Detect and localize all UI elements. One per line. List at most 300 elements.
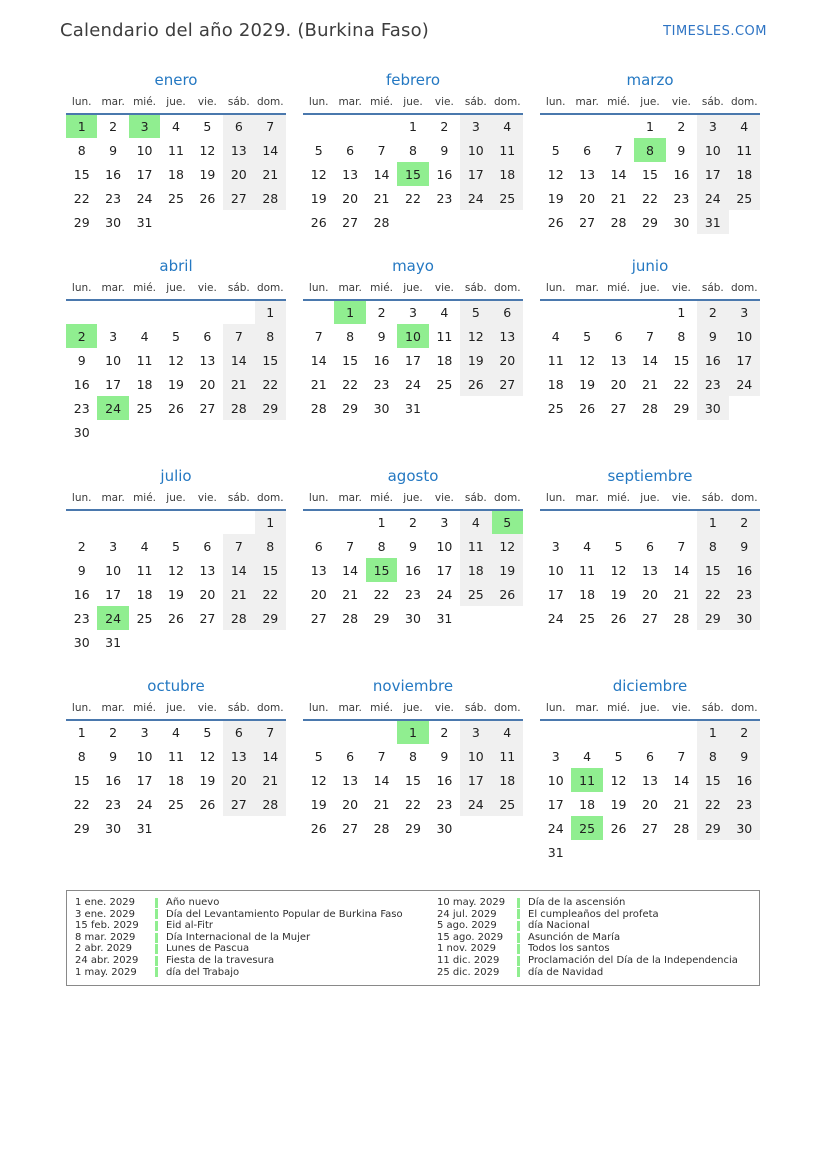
day-cell: 3: [140, 725, 149, 740]
weekday-header: dom.: [256, 282, 284, 294]
empty-cell: [492, 606, 523, 630]
day-cell: 29: [673, 400, 690, 416]
day-cell: 12: [310, 772, 327, 788]
day-cell: 2: [440, 725, 449, 740]
weekday-header: vie.: [671, 702, 691, 714]
weekend-day-cell: 18: [729, 162, 760, 186]
empty-cell: [160, 300, 191, 324]
weekday-header: dom.: [730, 702, 758, 714]
weekend-day-cell: 20: [492, 348, 523, 372]
day-cell: 7: [646, 328, 654, 344]
weekend-day-cell: 8: [255, 534, 286, 558]
empty-cell: [571, 114, 602, 138]
day-cell: 3: [440, 515, 449, 530]
legend-date: 1 nov. 2029: [437, 943, 496, 955]
day-cell: 21: [310, 376, 327, 392]
weekend-day-cell: 22: [255, 372, 286, 396]
weekday-header: mié.: [370, 282, 394, 294]
weekday-header: sáb.: [464, 282, 487, 294]
empty-cell: [492, 210, 523, 234]
weekend-day-cell: 25: [492, 792, 523, 816]
day-cell: 8: [409, 142, 417, 158]
weekend-day-cell: 7: [255, 720, 286, 744]
weekday-header: mar.: [575, 702, 599, 714]
empty-cell: [603, 300, 634, 324]
week-row: [303, 792, 523, 816]
weekday-header: lun.: [308, 96, 329, 108]
day-cell: 22: [73, 190, 90, 206]
legend-date: 1 may. 2029: [75, 966, 137, 978]
day-cell: 5: [551, 142, 560, 158]
weekday-header: jue.: [640, 702, 660, 714]
day-cell: 9: [409, 538, 417, 554]
weekend-day-cell: 7: [223, 534, 254, 558]
weekday-header: vie.: [434, 96, 454, 108]
day-cell: 7: [677, 748, 686, 764]
day-cell: 26: [310, 214, 327, 230]
week-row: [303, 768, 523, 792]
day-cell: 5: [172, 538, 180, 554]
weekend-day-cell: 20: [223, 162, 254, 186]
day-cell: 23: [105, 190, 122, 206]
month-title: marzo: [626, 71, 674, 89]
day-cell: 9: [109, 142, 118, 158]
day-cell: 27: [199, 400, 216, 416]
weekend-day-cell: 10: [697, 138, 728, 162]
day-cell: 16: [105, 166, 122, 182]
empty-cell: [334, 720, 365, 744]
weekend-day-cell: 23: [729, 582, 760, 606]
week-row: [66, 768, 286, 792]
day-cell: 14: [373, 166, 390, 182]
empty-cell: [303, 510, 334, 534]
weekday-header: vie.: [434, 282, 454, 294]
weekday-header: vie.: [434, 702, 454, 714]
weekend-day-cell: 2: [729, 720, 760, 744]
day-cell: 8: [77, 142, 86, 158]
weekend-day-cell: 19: [460, 348, 491, 372]
day-cell: 19: [547, 190, 564, 206]
day-cell: 5: [614, 538, 623, 554]
day-cell: 28: [610, 214, 627, 230]
week-row: [303, 138, 523, 162]
weekend-day-cell: 24: [460, 792, 491, 816]
weekday-header: dom.: [256, 96, 284, 108]
empty-cell: [603, 840, 634, 864]
legend-entry: [429, 943, 759, 955]
day-cell: 8: [409, 748, 417, 764]
holiday-day-cell: 25: [571, 816, 602, 840]
weekend-day-cell: 28: [223, 396, 254, 420]
weekend-day-cell: 12: [460, 324, 491, 348]
day-cell: 24: [547, 610, 564, 626]
week-row: [540, 582, 760, 606]
weekday-header: lun.: [545, 492, 566, 504]
day-cell: 18: [436, 352, 453, 368]
empty-cell: [603, 114, 634, 138]
weekend-day-cell: 1: [255, 300, 286, 324]
empty-cell: [160, 420, 191, 444]
weekday-header: lun.: [308, 702, 329, 714]
weekday-header: mar.: [338, 96, 362, 108]
day-cell: 14: [310, 352, 327, 368]
empty-cell: [540, 720, 571, 744]
weekday-header: lun.: [308, 492, 329, 504]
weekday-header: mar.: [101, 702, 125, 714]
weekend-day-cell: 29: [255, 396, 286, 420]
day-cell: 20: [642, 586, 658, 602]
day-cell: 16: [373, 352, 390, 368]
weekday-header: mar.: [338, 702, 362, 714]
day-cell: 2: [440, 119, 449, 134]
weekday-header: jue.: [403, 702, 423, 714]
weekday-header: vie.: [671, 282, 691, 294]
empty-cell: [303, 300, 334, 324]
legend-label: Año nuevo: [166, 897, 220, 908]
empty-cell: [129, 630, 160, 654]
weekend-day-cell: 27: [223, 186, 254, 210]
holiday-day-cell: 1: [66, 114, 97, 138]
day-cell: 7: [346, 538, 355, 554]
legend-entry: [429, 909, 759, 921]
holiday-day-cell: 5: [492, 510, 523, 534]
legend-date: 24 abr. 2029: [75, 954, 139, 966]
legend-date: 11 dic. 2029: [437, 954, 500, 966]
day-cell: 24: [136, 796, 153, 812]
day-cell: 28: [310, 400, 327, 416]
page-header: [0, 0, 827, 41]
day-cell: 17: [547, 586, 564, 602]
weekend-day-cell: 22: [697, 792, 728, 816]
empty-cell: [255, 420, 286, 444]
holiday-marker-icon: [155, 933, 158, 943]
empty-cell: [255, 210, 286, 234]
weekend-day-cell: 21: [255, 162, 286, 186]
weekend-day-cell: 1: [697, 720, 728, 744]
empty-cell: [429, 396, 460, 420]
week-row: [303, 558, 523, 582]
month-block-agosto: [303, 467, 523, 630]
week-row: [540, 396, 760, 420]
weekend-day-cell: 23: [697, 372, 728, 396]
day-cell: 29: [342, 400, 359, 416]
legend-entry: [67, 920, 429, 932]
weekend-day-cell: 18: [492, 768, 523, 792]
empty-cell: [460, 210, 491, 234]
day-cell: 13: [642, 772, 658, 788]
weekend-day-cell: 7: [255, 114, 286, 138]
day-cell: 25: [436, 376, 453, 392]
weekend-day-cell: 2: [697, 300, 728, 324]
weekday-header: vie.: [434, 492, 454, 504]
site-link[interactable]: TIMESLES.COM: [663, 24, 767, 39]
day-cell: 19: [199, 772, 216, 788]
legend-label: Eid al-Fitr: [166, 920, 213, 932]
week-row: [66, 534, 286, 558]
weekday-header: sáb.: [701, 492, 724, 504]
holiday-day-cell: 1: [397, 720, 428, 744]
day-cell: 30: [105, 820, 122, 836]
empty-cell: [571, 510, 602, 534]
weekday-header: mié.: [133, 492, 157, 504]
weekday-header: lun.: [545, 702, 566, 714]
week-row: [66, 114, 286, 138]
week-row: [303, 582, 523, 606]
day-cell: 6: [646, 538, 654, 554]
month-block-junio: [540, 257, 760, 420]
weekend-day-cell: 4: [492, 114, 523, 138]
holiday-marker-icon: [517, 921, 520, 931]
day-cell: 9: [77, 352, 86, 368]
empty-cell: [97, 420, 128, 444]
week-row: [540, 720, 760, 744]
holiday-marker-icon: [155, 898, 158, 908]
empty-cell: [160, 630, 191, 654]
week-row: [66, 138, 286, 162]
weekend-day-cell: 30: [729, 606, 760, 630]
legend-date: 8 mar. 2029: [75, 931, 136, 943]
weekend-day-cell: 6: [223, 720, 254, 744]
legend-date: 1 ene. 2029: [75, 897, 135, 908]
day-cell: 18: [136, 586, 153, 602]
legend-label: día de Navidad: [528, 966, 604, 978]
weekday-header: dom.: [730, 492, 758, 504]
empty-cell: [192, 210, 223, 234]
month-block-marzo: [540, 71, 760, 234]
weekday-header: dom.: [493, 96, 521, 108]
day-cell: 5: [172, 328, 180, 344]
legend-entry: [67, 967, 429, 979]
day-cell: 28: [342, 610, 359, 626]
weekday-header: jue.: [403, 492, 423, 504]
day-cell: 20: [642, 796, 658, 812]
day-cell: 28: [373, 820, 390, 836]
week-row: [66, 720, 286, 744]
weekend-day-cell: 6: [223, 114, 254, 138]
weekday-header: mar.: [338, 282, 362, 294]
weekday-header: mié.: [370, 96, 394, 108]
empty-cell: [129, 510, 160, 534]
empty-cell: [223, 300, 254, 324]
legend-label: Fiesta de la travesura: [166, 954, 275, 966]
empty-cell: [666, 720, 697, 744]
holiday-marker-icon: [517, 967, 520, 977]
empty-cell: [571, 300, 602, 324]
day-cell: 27: [342, 820, 359, 836]
empty-cell: [366, 720, 397, 744]
day-cell: 26: [579, 400, 596, 416]
week-row: [540, 558, 760, 582]
weekday-header: mar.: [575, 96, 599, 108]
day-cell: 2: [677, 119, 686, 134]
holiday-day-cell: 8: [634, 138, 665, 162]
day-cell: 19: [610, 586, 627, 602]
week-row: [540, 138, 760, 162]
day-cell: 19: [579, 376, 596, 392]
week-row: [303, 324, 523, 348]
holiday-marker-icon: [517, 933, 520, 943]
weekday-header: mié.: [133, 702, 157, 714]
weekday-header: jue.: [166, 702, 186, 714]
weekend-day-cell: 25: [729, 186, 760, 210]
month-block-diciembre: [540, 677, 760, 864]
legend-entry: [67, 909, 429, 921]
weekend-day-cell: 4: [729, 114, 760, 138]
legend-entry: [429, 967, 759, 979]
weekend-day-cell: 14: [255, 138, 286, 162]
day-cell: 27: [642, 610, 658, 626]
weekend-day-cell: 9: [729, 534, 760, 558]
weekday-header: mié.: [607, 282, 631, 294]
weekend-day-cell: 14: [255, 744, 286, 768]
weekend-day-cell: 13: [223, 138, 254, 162]
empty-cell: [223, 630, 254, 654]
month-title: septiembre: [607, 467, 693, 485]
legend-entry: [67, 955, 429, 967]
weekday-header: mié.: [133, 282, 157, 294]
day-cell: 14: [373, 772, 390, 788]
day-cell: 22: [405, 190, 421, 206]
weekday-header: jue.: [166, 492, 186, 504]
day-cell: 18: [136, 376, 153, 392]
empty-cell: [255, 630, 286, 654]
day-cell: 25: [168, 796, 184, 812]
weekday-header: vie.: [197, 702, 217, 714]
day-cell: 12: [610, 772, 627, 788]
day-cell: 13: [342, 166, 359, 182]
empty-cell: [540, 510, 571, 534]
weekday-header: sáb.: [464, 702, 487, 714]
day-cell: 10: [436, 538, 453, 554]
day-cell: 18: [168, 772, 184, 788]
empty-cell: [192, 630, 223, 654]
weekend-day-cell: 30: [729, 816, 760, 840]
day-cell: 5: [203, 119, 212, 134]
day-cell: 21: [342, 586, 359, 602]
day-cell: 4: [583, 538, 592, 554]
month-title: diciembre: [612, 677, 688, 695]
day-cell: 6: [346, 748, 355, 764]
day-cell: 27: [610, 400, 627, 416]
day-cell: 7: [677, 538, 686, 554]
day-cell: 10: [547, 562, 564, 578]
day-cell: 4: [551, 328, 560, 344]
weekend-day-cell: 17: [697, 162, 728, 186]
weekday-header: lun.: [308, 282, 329, 294]
day-cell: 21: [610, 190, 627, 206]
week-row: [303, 348, 523, 372]
empty-cell: [429, 210, 460, 234]
week-row: [66, 372, 286, 396]
empty-cell: [460, 816, 491, 840]
weekday-header: sáb.: [701, 702, 724, 714]
empty-cell: [603, 720, 634, 744]
day-cell: 31: [405, 400, 421, 416]
weekday-header: mié.: [607, 702, 631, 714]
day-cell: 19: [310, 796, 327, 812]
day-cell: 27: [310, 610, 327, 626]
day-cell: 17: [105, 586, 122, 602]
day-cell: 26: [610, 610, 627, 626]
day-cell: 25: [547, 400, 564, 416]
day-cell: 15: [73, 772, 90, 788]
week-row: [540, 186, 760, 210]
weekday-header: mar.: [101, 492, 125, 504]
day-cell: 21: [673, 586, 690, 602]
day-cell: 20: [610, 376, 627, 392]
day-cell: 24: [405, 376, 421, 392]
weekend-day-cell: 8: [697, 534, 728, 558]
day-cell: 17: [136, 772, 153, 788]
day-cell: 11: [547, 352, 564, 368]
weekend-day-cell: 14: [223, 558, 254, 582]
week-row: [540, 792, 760, 816]
day-cell: 22: [342, 376, 359, 392]
day-cell: 14: [642, 352, 658, 368]
month-block-septiembre: [540, 467, 760, 630]
weekday-header: sáb.: [227, 96, 250, 108]
weekday-header: mié.: [607, 96, 631, 108]
legend-label: Día del Levantamiento Popular de Burkina Faso: [166, 908, 403, 920]
day-cell: 18: [579, 796, 596, 812]
day-cell: 11: [579, 562, 596, 578]
legend-entry: [67, 943, 429, 955]
weekend-day-cell: 28: [255, 792, 286, 816]
day-cell: 26: [547, 214, 564, 230]
weekend-day-cell: 15: [697, 768, 728, 792]
day-cell: 2: [109, 725, 118, 740]
day-cell: 31: [436, 610, 453, 626]
weekday-header: mar.: [575, 282, 599, 294]
day-cell: 30: [105, 214, 122, 230]
day-cell: 3: [109, 328, 118, 344]
day-cell: 16: [673, 166, 690, 182]
weekend-day-cell: 1: [255, 510, 286, 534]
weekend-day-cell: 26: [460, 372, 491, 396]
week-row: [540, 510, 760, 534]
week-row: [540, 840, 760, 864]
day-cell: 12: [579, 352, 596, 368]
week-row: [303, 720, 523, 744]
empty-cell: [697, 840, 728, 864]
day-cell: 20: [342, 190, 359, 206]
week-row: [66, 558, 286, 582]
legend-label: El cumpleaños del profeta: [528, 908, 659, 920]
weekend-day-cell: 13: [223, 744, 254, 768]
week-row: [303, 816, 523, 840]
empty-cell: [160, 510, 191, 534]
week-row: [66, 582, 286, 606]
day-cell: 19: [168, 376, 184, 392]
weekend-day-cell: 21: [223, 582, 254, 606]
day-cell: 17: [436, 562, 453, 578]
holiday-day-cell: 11: [571, 768, 602, 792]
day-cell: 18: [547, 376, 564, 392]
weekend-day-cell: 8: [255, 324, 286, 348]
weekend-day-cell: 15: [255, 558, 286, 582]
holiday-day-cell: 10: [397, 324, 428, 348]
legend-date: 25 dic. 2029: [437, 966, 500, 978]
empty-cell: [160, 816, 191, 840]
month-title: noviembre: [372, 677, 454, 695]
weekday-header: vie.: [671, 492, 691, 504]
empty-cell: [666, 510, 697, 534]
weekend-day-cell: 28: [223, 606, 254, 630]
empty-cell: [129, 300, 160, 324]
legend-date: 15 feb. 2029: [75, 920, 139, 932]
day-cell: 9: [109, 748, 118, 764]
week-row: [66, 510, 286, 534]
